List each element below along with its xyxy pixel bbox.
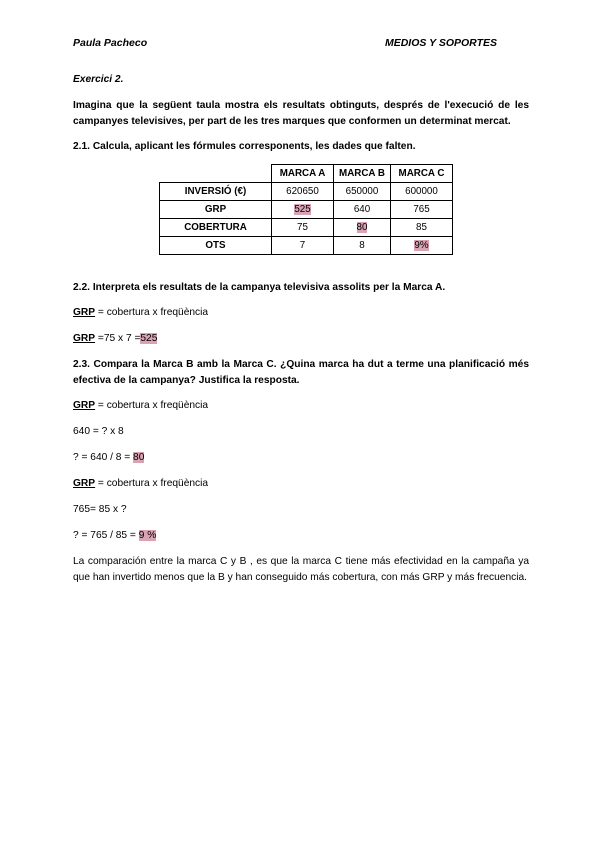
formula-line: 640 = ? x 8 xyxy=(73,426,124,437)
table-row xyxy=(160,201,453,219)
intro-paragraph: Imagina que la següent taula mostra els resultats obtinguts, després de l'execució de les campanyes televisives, per part de les tres marques que conformen un determinat mercat. xyxy=(73,100,529,127)
formula-line xyxy=(73,450,529,466)
row-header: GRP xyxy=(160,201,272,219)
highlighted-value: 80 xyxy=(356,221,368,233)
question-2-2: 2.2. Interpreta els resultats de la campanya televisiva assolits per la Marca A. xyxy=(73,282,446,293)
table-cell: 650000 xyxy=(334,183,391,201)
document-body xyxy=(73,72,529,586)
table-cell: 8 xyxy=(334,237,391,255)
table-cell: 600000 xyxy=(391,183,453,201)
formula-line xyxy=(73,331,529,347)
highlighted-result: 9 % xyxy=(138,530,157,541)
table-cell xyxy=(272,201,334,219)
exercise-title: Exercici 2. xyxy=(73,74,124,85)
formula-term: GRP xyxy=(73,400,96,411)
formula-line xyxy=(73,528,529,544)
formula-text: ? = 640 / 8 = xyxy=(73,452,134,463)
table-cell: 7 xyxy=(272,237,334,255)
formula-line: 765= 85 x ? xyxy=(73,504,127,515)
formula-text: = cobertura x freqüència xyxy=(95,478,209,489)
author-name: Paula Pacheco xyxy=(73,37,148,49)
table-corner xyxy=(160,165,272,183)
row-header: COBERTURA xyxy=(160,219,272,237)
formula-line xyxy=(73,476,529,492)
formula-text: ? = 765 / 85 = xyxy=(73,530,139,541)
conclusion-paragraph: La comparación entre la marca C y B , es que la marca C tiene más efectividad en la campaña ya que han invertido menos que la B y han conseguido más cobertura, con más GRP y más frecuencia. xyxy=(73,556,529,583)
highlighted-value: 9% xyxy=(414,239,429,251)
question-2-1: 2.1. Calcula, aplicant les fórmules corresponents, les dades que falten. xyxy=(73,141,416,152)
table-cell xyxy=(391,237,453,255)
page-header xyxy=(73,37,497,49)
table-row xyxy=(160,237,453,255)
table-header-row xyxy=(160,165,453,183)
column-header: MARCA A xyxy=(272,165,334,183)
table-row xyxy=(160,219,453,237)
table-cell: 765 xyxy=(391,201,453,219)
course-title: MEDIOS Y SOPORTES xyxy=(384,37,497,49)
highlighted-value: 525 xyxy=(294,203,311,215)
formula-term: GRP xyxy=(73,333,96,344)
formula-text: = cobertura x freqüència xyxy=(95,307,209,318)
results-table xyxy=(159,164,453,255)
highlighted-result: 80 xyxy=(133,452,145,463)
table-cell: 75 xyxy=(272,219,334,237)
question-2-3: 2.3. Compara la Marca B amb la Marca C. ¿Quina marca ha dut a terme una planificació més efectiva de la campanya? Justifica la resposta. xyxy=(73,359,529,386)
table-cell: 620650 xyxy=(272,183,334,201)
formula-line xyxy=(73,398,529,414)
formula-term: GRP xyxy=(73,478,96,489)
table-cell: 85 xyxy=(391,219,453,237)
formula-term: GRP xyxy=(73,307,96,318)
column-header: MARCA C xyxy=(391,165,453,183)
table-cell: 640 xyxy=(334,201,391,219)
formula-text: = cobertura x freqüència xyxy=(95,400,209,411)
row-header: OTS xyxy=(160,237,272,255)
formula-line xyxy=(73,305,529,321)
column-header: MARCA B xyxy=(334,165,391,183)
formula-text: =75 x 7 = xyxy=(95,333,141,344)
table-cell xyxy=(334,219,391,237)
highlighted-result: 525 xyxy=(140,333,158,344)
row-header: INVERSIÓ (€) xyxy=(160,183,272,201)
table-row xyxy=(160,183,453,201)
